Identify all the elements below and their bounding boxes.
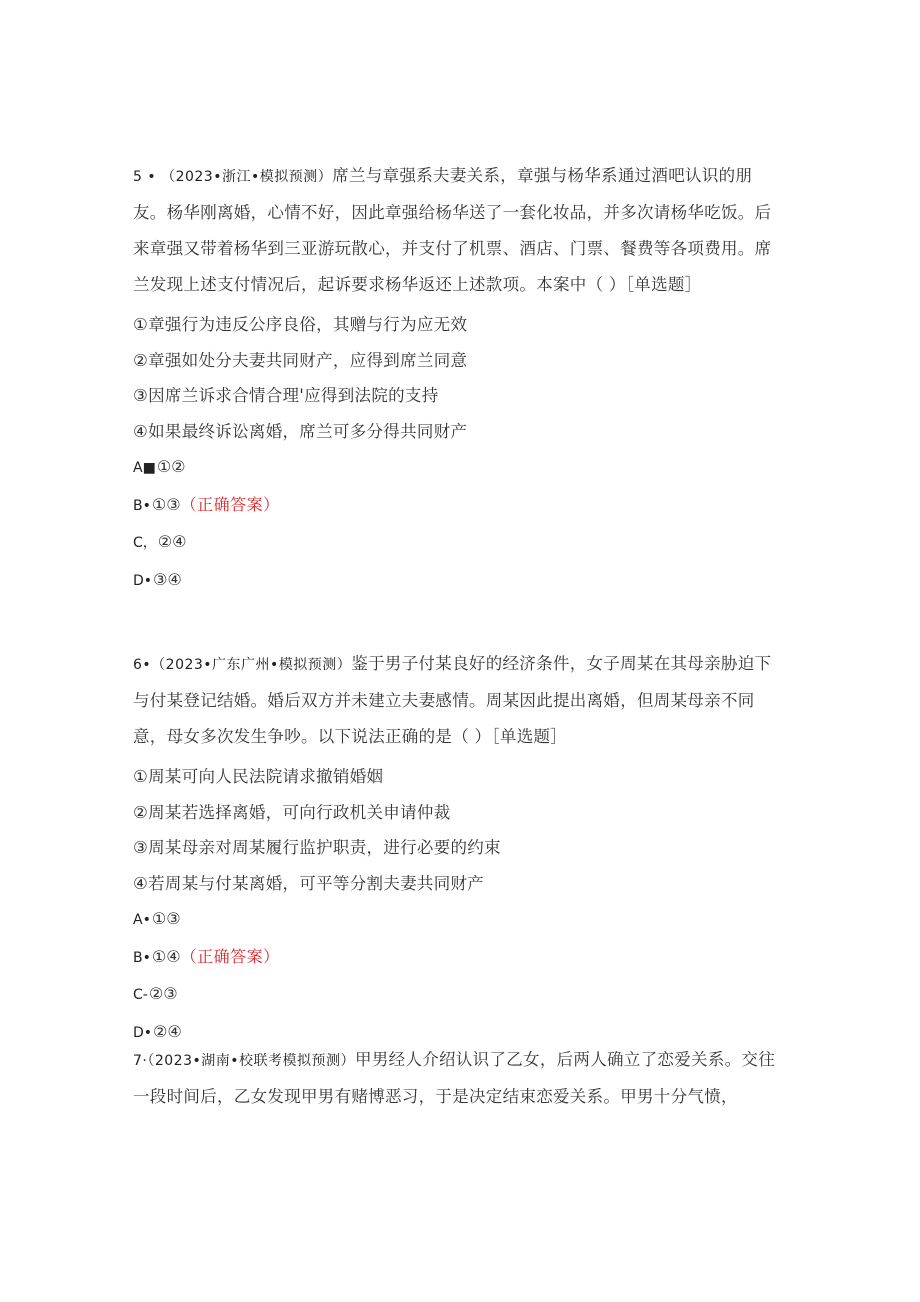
question-type-tag: ［单选题］	[491, 727, 568, 746]
question-text: 席兰与章强系夫妻关系，章强与杨华系通过酒吧认识的朋友。杨华刚离婚，心情不好，因此章强给杨华送了一套化妆品，并多次请杨华吃饭。后来章强又带着杨华到三亚游玩散心，并支付了机票、酒店、门票、餐费等各项费用。席兰发现上述支付情况后，起诉要求杨华返还上述款项。本案中（ ）	[133, 166, 772, 294]
option-letter: C	[133, 987, 143, 1003]
option-value: ①④	[151, 946, 181, 966]
statement-4: ④若周某与付某离婚，可平等分割夫妻共同财产	[133, 873, 485, 893]
option-letter: C	[133, 535, 143, 551]
option-letter: B	[133, 949, 143, 966]
question-stem	[133, 646, 785, 755]
option-d[interactable]	[133, 562, 785, 600]
correct-answer-label: （正确答案）	[180, 946, 280, 966]
option-separator: •	[142, 949, 151, 966]
option-value: ②③	[148, 984, 178, 1003]
option-value: ①②	[156, 457, 186, 476]
statement-4: ④如果最终诉讼离婚，席兰可多分得共同财产	[133, 421, 468, 441]
option-letter: B	[133, 497, 143, 514]
option-value: ①③	[151, 909, 181, 928]
option-separator: •	[143, 1024, 153, 1041]
statement-1: ①章强行为违反公序良俗，其赠与行为应无效	[133, 315, 468, 334]
statement-list	[133, 307, 785, 449]
option-c[interactable]	[133, 976, 785, 1014]
option-separator: -	[142, 987, 148, 1003]
correct-answer-label: （正确答案）	[180, 494, 280, 514]
question-5	[133, 158, 785, 599]
statement-list	[133, 759, 785, 901]
option-b[interactable]	[133, 487, 785, 525]
option-letter: D	[133, 1024, 144, 1041]
option-separator: •	[142, 912, 151, 928]
statement-1: ①周某可向人民法院请求撤销婚姻	[133, 767, 384, 786]
question-stem	[133, 1042, 785, 1115]
option-b[interactable]	[133, 939, 785, 977]
option-separator: ，	[142, 535, 157, 551]
statement-2: ②周某若选择离婚，可向行政机关申请仲裁	[133, 802, 451, 822]
question-source: 5 • （2023•浙江•模拟预测）	[133, 169, 333, 185]
question-source: 7·（2023•湖南•校联考模拟预测）	[133, 1053, 356, 1069]
option-list	[133, 449, 785, 599]
statement-2: ②章强如处分夫妻共同财产，应得到席兰同意	[133, 350, 468, 370]
option-value: ③④	[153, 569, 182, 589]
question-6	[133, 646, 785, 1051]
option-separator: •	[142, 497, 151, 514]
option-letter: A	[133, 912, 143, 928]
option-value: ②④	[153, 1021, 182, 1041]
option-c[interactable]	[133, 524, 785, 562]
option-a[interactable]	[133, 449, 785, 487]
question-text: 甲男经人介绍认识了乙女，后两人确立了恋爱关系。交往一段时间后，乙女发现甲男有赌博恶习，于是决定结束恋爱关系。甲男十分气愤，	[133, 1050, 776, 1106]
option-value: ①③	[151, 494, 181, 514]
question-text: 鉴于男子付某良好的经济条件，女子周某在其母亲胁迫下与付某登记结婚。婚后双方并未建立夫妻感情。周某因此提出离婚，但周某母亲不同意，母女多次发生争吵。以下说法正确的是（ ）	[133, 654, 772, 746]
option-list	[133, 901, 785, 1051]
question-7	[133, 1042, 785, 1115]
option-value: ②④	[157, 532, 187, 551]
question-source: 6•（2023•广东广州•模拟预测）	[133, 657, 352, 673]
option-letter: A	[133, 460, 143, 476]
option-a[interactable]	[133, 901, 785, 939]
question-type-tag: ［单选题］	[625, 275, 702, 294]
option-separator: ■	[142, 460, 156, 476]
statement-3: ③因席兰诉求合情合理'应得到法院的支持	[133, 386, 439, 405]
question-stem	[133, 158, 785, 303]
statement-3: ③周某母亲对周某履行监护职责，进行必要的约束	[133, 838, 501, 857]
option-separator: •	[143, 572, 153, 589]
option-letter: D	[133, 572, 144, 589]
